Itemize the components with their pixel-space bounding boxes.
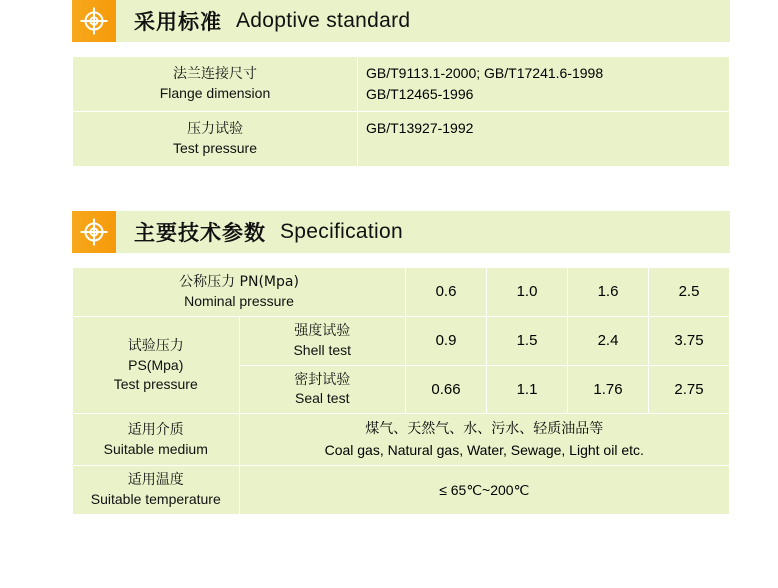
table-row-shell-test — [73, 316, 730, 365]
row-value-suitable-temperature — [239, 465, 730, 514]
section-title-en: Adoptive standard — [236, 9, 411, 32]
section-title-cn: 主要技术参数 — [134, 221, 266, 245]
row-label-flange-dimension — [73, 57, 358, 112]
row-label-unit: PS(Mpa) — [128, 356, 184, 373]
section-title-adoptive-standard — [116, 0, 730, 42]
row-sublabel-seal-test — [239, 365, 406, 414]
cell-seal-test-value: 1.1 — [487, 365, 568, 414]
value-line: GB/T13927-1992 — [366, 120, 474, 136]
sublabel-en: Seal test — [295, 390, 350, 407]
section-title-specification — [116, 211, 730, 253]
cell-nominal-pressure-value: 1.0 — [487, 268, 568, 317]
row-value-suitable-medium — [239, 414, 730, 466]
table-row-suitable-temperature — [73, 465, 730, 514]
value-temperature: ≤ 65℃~200℃ — [439, 481, 530, 498]
row-label-en: Test pressure — [113, 375, 198, 392]
section-title-cn: 采用标准 — [134, 10, 222, 34]
sublabel-cn: 密封试验 — [294, 371, 351, 388]
section-title-en: Specification — [280, 220, 403, 243]
value-line: GB/T9113.1-2000; GB/T17241.6-1998 — [366, 65, 604, 81]
row-label-suitable-medium — [73, 414, 240, 466]
value-en: Coal gas, Natural gas, Water, Sewage, Light oil etc. — [324, 441, 644, 458]
row-label-cn: 公称压力 PN(Mpa) — [179, 274, 299, 290]
sublabel-cn: 强度试验 — [294, 322, 351, 339]
table-row — [73, 57, 730, 112]
row-value-test-pressure — [358, 112, 730, 167]
value-line: GB/T12465-1996 — [366, 86, 474, 102]
target-crosshair-icon — [72, 211, 116, 253]
row-value-flange-dimension — [358, 57, 730, 112]
sublabel-en: Shell test — [293, 341, 352, 358]
row-label-en: Flange dimension — [159, 85, 271, 101]
row-label-test-pressure — [73, 112, 358, 167]
table-row — [73, 112, 730, 167]
cell-nominal-pressure-value: 2.5 — [649, 268, 730, 317]
row-label-cn: 适用温度 — [127, 471, 184, 488]
cell-seal-test-value: 0.66 — [406, 365, 487, 414]
adoptive-standard-table — [72, 56, 730, 167]
specification-table — [72, 267, 730, 515]
row-label-nominal-pressure — [73, 268, 406, 317]
row-label-suitable-temperature — [73, 465, 240, 514]
row-label-en: Suitable temperature — [90, 490, 221, 507]
row-label-cn: 法兰连接尺寸 — [173, 66, 257, 83]
cell-seal-test-value: 2.75 — [649, 365, 730, 414]
cell-nominal-pressure-value: 1.6 — [568, 268, 649, 317]
cell-shell-test-value: 1.5 — [487, 316, 568, 365]
cell-seal-test-value: 1.76 — [568, 365, 649, 414]
cell-shell-test-value: 0.9 — [406, 316, 487, 365]
cell-nominal-pressure-value: 0.6 — [406, 268, 487, 317]
row-label-cn: 适用介质 — [127, 421, 184, 438]
row-label-test-pressure — [73, 316, 240, 414]
section-spacer — [0, 167, 778, 211]
row-label-en: Test pressure — [172, 140, 258, 156]
section-header-adoptive-standard — [72, 0, 730, 42]
cell-shell-test-value: 2.4 — [568, 316, 649, 365]
row-label-cn: 试验压力 — [127, 337, 184, 354]
row-label-en: Suitable medium — [103, 440, 208, 457]
row-label-cn: 压力试验 — [187, 121, 243, 138]
row-label-en: Nominal pressure — [184, 292, 294, 309]
target-crosshair-icon — [72, 0, 116, 42]
table-row-suitable-medium — [73, 414, 730, 466]
table-row-nominal-pressure — [73, 268, 730, 317]
value-cn: 煤气、天然气、水、污水、轻质油品等 — [365, 421, 604, 438]
row-sublabel-shell-test — [239, 316, 406, 365]
section-header-specification — [72, 211, 730, 253]
cell-shell-test-value: 3.75 — [649, 316, 730, 365]
